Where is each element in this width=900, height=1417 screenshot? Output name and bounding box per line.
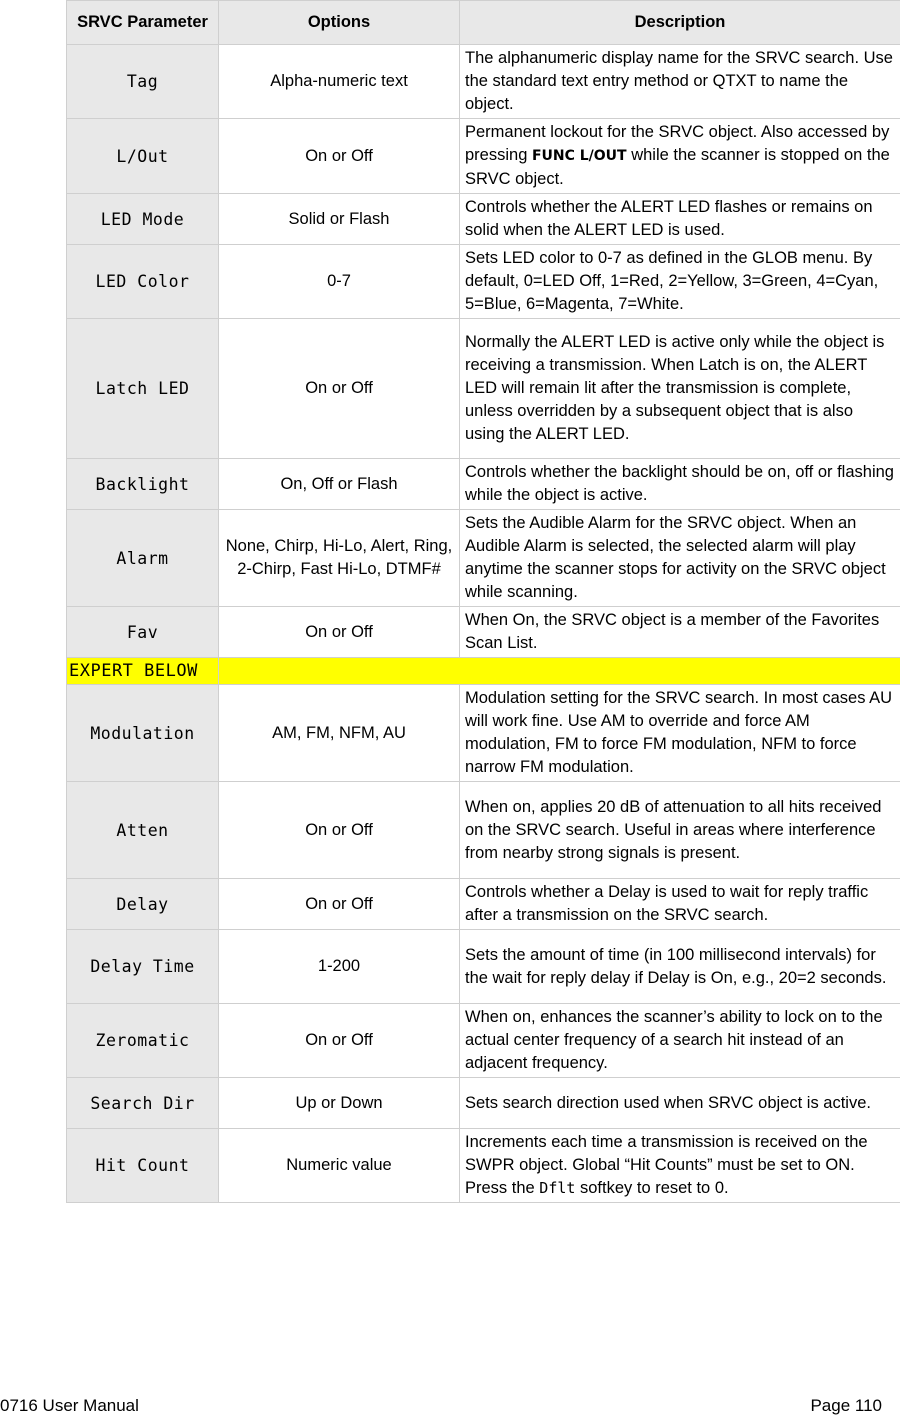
table-row xyxy=(67,510,900,607)
param-cell: Atten xyxy=(67,782,219,879)
param-cell: Modulation xyxy=(67,685,219,782)
description-text: Permanent lockout for the SRVC object. Also accessed by pressing xyxy=(465,123,890,164)
table-row xyxy=(67,459,900,510)
options-cell: Up or Down xyxy=(219,1078,460,1129)
description-cell: When on, enhances the scanner’s ability to lock on to the actual center frequency of a search hit instead of an adjacent frequency. xyxy=(460,1004,900,1078)
options-cell: On or Off xyxy=(219,879,460,930)
table-row xyxy=(67,782,900,879)
description-cell: Sets LED color to 0-7 as defined in the GLOB menu. By default, 0=LED Off, 1=Red, 2=Yellow, 3=Green, 4=Cyan, 5=Blue, 6=Magenta, 7=White. xyxy=(460,245,900,319)
options-cell: Alpha-numeric text xyxy=(219,45,460,119)
description-cell: Modulation setting for the SRVC search. In most cases AU will work fine. Use AM to override and force AM modulation, FM to force FM modulation, NFM to force narrow FM modulation. xyxy=(460,685,900,782)
table-row xyxy=(67,319,900,459)
options-cell: On or Off xyxy=(219,607,460,658)
header-description: Description xyxy=(460,1,900,45)
description-cell: The alphanumeric display name for the SRVC search. Use the standard text entry method or QTXT to name the object. xyxy=(460,45,900,119)
options-cell: Numeric value xyxy=(219,1129,460,1203)
options-cell: On or Off xyxy=(219,319,460,459)
table-row xyxy=(67,685,900,782)
description-cell xyxy=(460,1129,900,1203)
param-cell: Zeromatic xyxy=(67,1004,219,1078)
options-cell: On or Off xyxy=(219,1004,460,1078)
param-cell: LED Color xyxy=(67,245,219,319)
description-cell xyxy=(460,119,900,194)
footer-page-number: Page 110 xyxy=(810,1396,882,1415)
description-text: Increments each time a transmission is received on the SWPR object. Global “Hit Counts” must be set to ON. Press the xyxy=(465,1133,868,1197)
table-row xyxy=(67,1004,900,1078)
param-cell: Latch LED xyxy=(67,319,219,459)
description-cell: Sets search direction used when SRVC object is active. xyxy=(460,1078,900,1129)
table-row xyxy=(67,1078,900,1129)
srvc-parameter-table xyxy=(66,0,900,1203)
table-row xyxy=(67,930,900,1004)
options-cell: On or Off xyxy=(219,782,460,879)
description-cell: Sets the amount of time (in 100 millisecond intervals) for the wait for reply delay if Delay is On, e.g., 20=2 seconds. xyxy=(460,930,900,1004)
param-cell: Backlight xyxy=(67,459,219,510)
description-cell: When On, the SRVC object is a member of the Favorites Scan List. xyxy=(460,607,900,658)
param-cell: Fav xyxy=(67,607,219,658)
param-cell: Tag xyxy=(67,45,219,119)
description-cell: When on, applies 20 dB of attenuation to all hits received on the SRVC search. Useful in areas where interference from nearby strong signals is present. xyxy=(460,782,900,879)
param-cell: L/Out xyxy=(67,119,219,194)
table-header-row xyxy=(67,1,900,45)
options-cell: 1-200 xyxy=(219,930,460,1004)
expert-below-row xyxy=(67,658,900,685)
table-row xyxy=(67,194,900,245)
expert-below-fill xyxy=(219,658,900,685)
description-cell: Controls whether the backlight should be on, off or flashing while the object is active. xyxy=(460,459,900,510)
description-cell: Sets the Audible Alarm for the SRVC object. When an Audible Alarm is selected, the selected alarm will play anytime the scanner stops for activity on the SRVC object while scanning. xyxy=(460,510,900,607)
description-text: while the scanner is stopped on the SRVC object. xyxy=(465,146,890,188)
description-cell: Normally the ALERT LED is active only while the object is receiving a transmission. When Latch is on, the ALERT LED will remain lit after the transmission is complete, unless overridden by a subsequent object that is also using the ALERT LED. xyxy=(460,319,900,459)
options-cell: Solid or Flash xyxy=(219,194,460,245)
description-text: softkey to reset to 0. xyxy=(575,1179,729,1197)
table-row xyxy=(67,245,900,319)
options-cell: AM, FM, NFM, AU xyxy=(219,685,460,782)
header-param: SRVC Parameter xyxy=(67,1,219,45)
description-cell: Controls whether a Delay is used to wait for reply traffic after a transmission on the SRVC search. xyxy=(460,879,900,930)
options-cell: On or Off xyxy=(219,119,460,194)
options-cell: 0-7 xyxy=(219,245,460,319)
param-cell: Alarm xyxy=(67,510,219,607)
param-cell: Hit Count xyxy=(67,1129,219,1203)
table-row xyxy=(67,45,900,119)
table-row xyxy=(67,879,900,930)
key-label: FUNC L/OUT xyxy=(531,148,627,164)
param-cell: Search Dir xyxy=(67,1078,219,1129)
param-cell: Delay Time xyxy=(67,930,219,1004)
options-cell: On, Off or Flash xyxy=(219,459,460,510)
softkey-label: Dflt xyxy=(539,1179,576,1197)
options-cell: None, Chirp, Hi-Lo, Alert, Ring, 2-Chirp, Fast Hi-Lo, DTMF# xyxy=(219,510,460,607)
table-row xyxy=(67,1129,900,1203)
description-cell: Controls whether the ALERT LED flashes or remains on solid when the ALERT LED is used. xyxy=(460,194,900,245)
param-cell: Delay xyxy=(67,879,219,930)
expert-below-label: EXPERT BELOW xyxy=(67,658,219,685)
header-options: Options xyxy=(219,1,460,45)
footer-manual-title: 0716 User Manual xyxy=(0,1396,139,1415)
param-cell: LED Mode xyxy=(67,194,219,245)
table-row xyxy=(67,607,900,658)
table-row xyxy=(67,119,900,194)
